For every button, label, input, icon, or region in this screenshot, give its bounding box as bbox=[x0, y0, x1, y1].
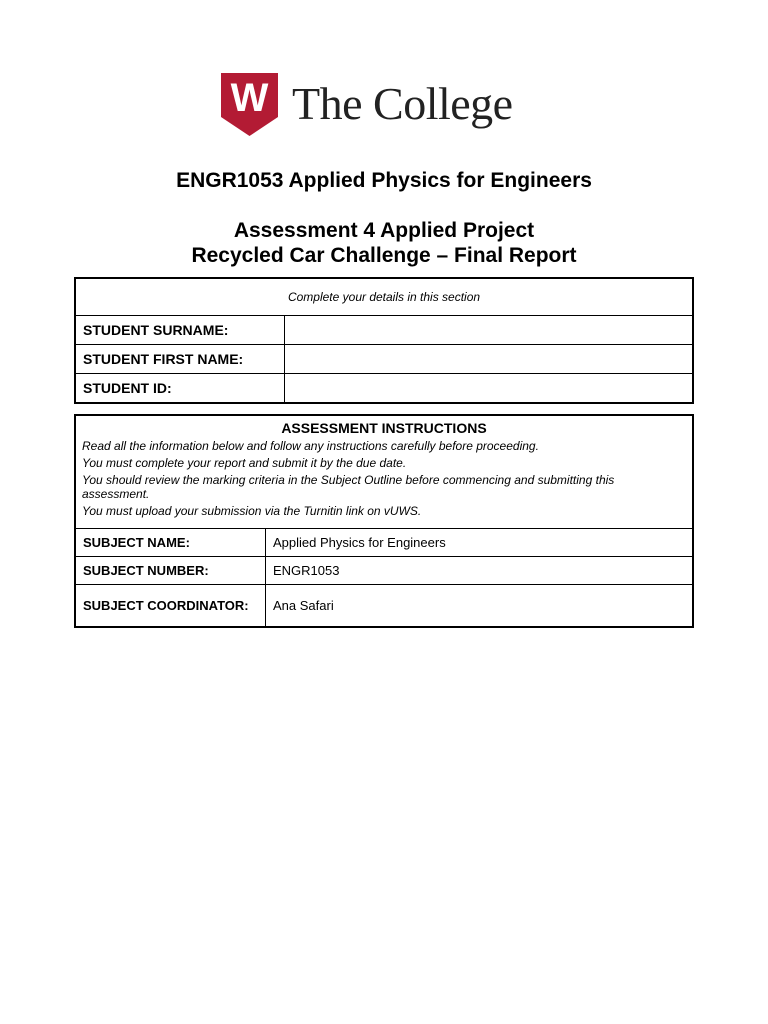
instruction-line: You must complete your report and submit it by the due date. bbox=[82, 456, 407, 470]
subject-name-label: SUBJECT NAME: bbox=[75, 529, 266, 557]
student-id-label: STUDENT ID: bbox=[75, 374, 285, 404]
college-logo bbox=[221, 72, 513, 136]
instructions-row bbox=[75, 415, 693, 529]
subject-coordinator-label: SUBJECT COORDINATOR: bbox=[75, 585, 266, 628]
college-shield-icon bbox=[221, 73, 278, 136]
instructions-title: ASSESSMENT INSTRUCTIONS bbox=[281, 420, 487, 436]
instruction-line: You should review the marking criteria in the Subject Outline before commencing and submitting this assessment. bbox=[82, 473, 615, 501]
report-heading: Recycled Car Challenge – Final Report bbox=[191, 244, 577, 267]
subject-heading: ENGR1053 Applied Physics for Engineers bbox=[176, 169, 592, 192]
instruction-line: Read all the information below and follow any instructions carefully before proceeding. bbox=[82, 439, 539, 453]
subject-name-value: Applied Physics for Engineers bbox=[266, 529, 694, 557]
table-row bbox=[75, 345, 693, 374]
student-id-field[interactable] bbox=[285, 374, 694, 404]
student-surname-label: STUDENT SURNAME: bbox=[75, 316, 285, 345]
instruction-line: You must upload your submission via the Turnitin link on vUWS. bbox=[82, 504, 422, 518]
assessment-instructions-table bbox=[74, 414, 694, 628]
table-row bbox=[75, 316, 693, 345]
shield-letter: W bbox=[230, 75, 269, 120]
college-name: The College bbox=[292, 78, 513, 129]
table-row bbox=[75, 529, 693, 557]
student-surname-field[interactable] bbox=[285, 316, 694, 345]
table-row bbox=[75, 374, 693, 404]
student-first-name-label: STUDENT FIRST NAME: bbox=[75, 345, 285, 374]
assessment-heading: Assessment 4 Applied Project bbox=[233, 219, 535, 242]
subject-number-value: ENGR1053 bbox=[266, 557, 694, 585]
student-first-name-field[interactable] bbox=[285, 345, 694, 374]
table-row bbox=[75, 585, 693, 628]
details-note-row bbox=[75, 278, 693, 316]
student-details-table bbox=[74, 277, 694, 404]
details-note: Complete your details in this section bbox=[75, 278, 693, 316]
subject-coordinator-value: Ana Safari bbox=[266, 585, 694, 628]
instructions-box bbox=[75, 415, 693, 529]
subject-number-label: SUBJECT NUMBER: bbox=[75, 557, 266, 585]
table-row bbox=[75, 557, 693, 585]
